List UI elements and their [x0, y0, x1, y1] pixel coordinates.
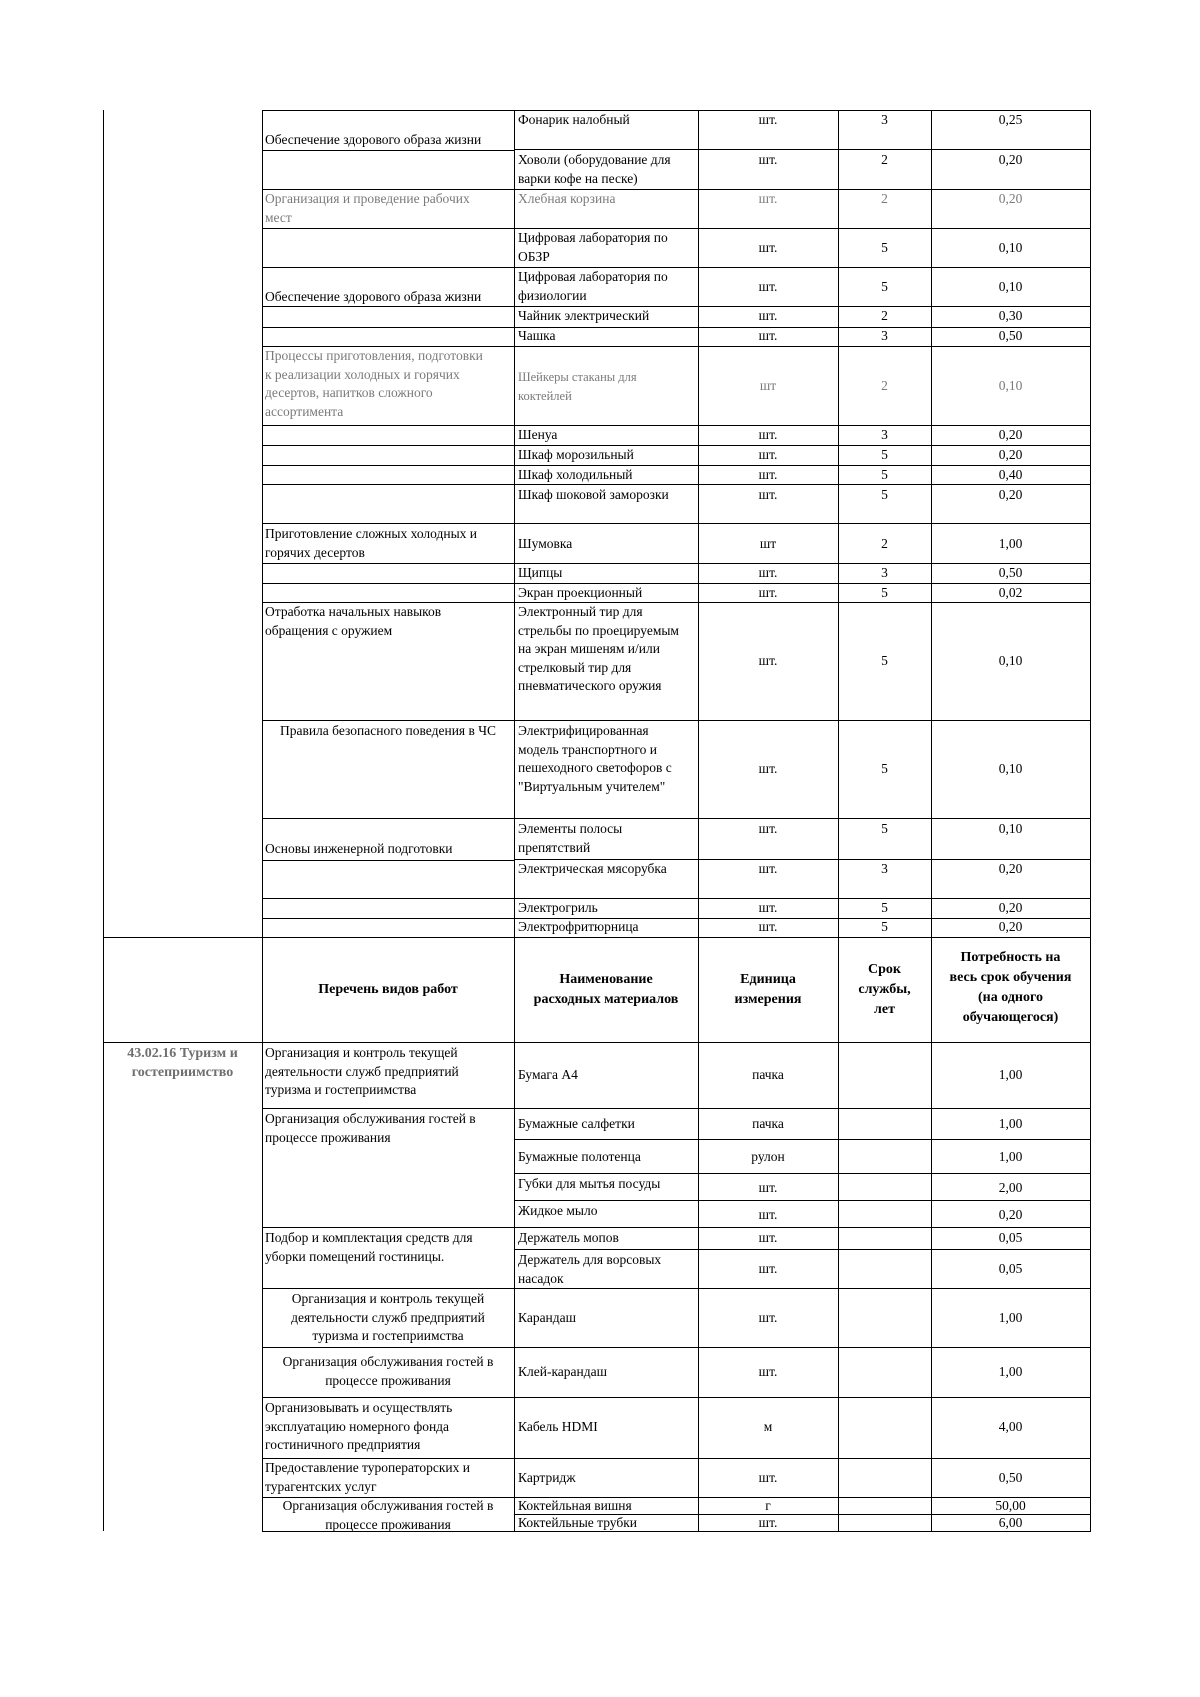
item-name: Шумовка — [518, 536, 573, 551]
item-name: Шкаф холодильный — [518, 467, 633, 482]
item-name: Бумага А4 — [518, 1067, 578, 1082]
header-works: Перечень видов работ — [318, 982, 458, 997]
life-cell: 3 — [881, 427, 888, 442]
item-name: Бумажные салфетки — [518, 1116, 635, 1131]
life-cell: 5 — [881, 900, 888, 915]
item-name: Щипцы — [518, 565, 563, 580]
need-cell: 0,20 — [998, 487, 1023, 502]
work-name: Правила безопасного поведения в ЧС — [279, 723, 497, 738]
need-cell: 0,50 — [998, 1470, 1023, 1485]
unit-cell: шт. — [758, 152, 778, 167]
need-cell: 1,00 — [998, 1067, 1023, 1082]
need-cell: 0,20 — [998, 447, 1023, 462]
unit-cell: шт. — [758, 861, 778, 876]
need-cell: 0,10 — [998, 378, 1023, 393]
item-name: Шкаф морозильный — [518, 447, 634, 462]
item-name: Держатель для ворсовых насадок — [518, 1252, 662, 1286]
item-name: Коктейльная вишня — [518, 1498, 632, 1513]
life-cell: 5 — [881, 487, 888, 502]
need-cell: 0,10 — [998, 821, 1023, 836]
item-name: Экран проекционный — [518, 585, 643, 600]
work-name: Приготовление сложных холодных и горячих десертов — [265, 526, 478, 560]
need-cell: 0,10 — [998, 279, 1023, 294]
life-cell: 5 — [881, 467, 888, 482]
item-name: Шкаф шоковой заморозки — [518, 487, 669, 502]
life-cell: 5 — [881, 761, 888, 776]
work-name: Организация обслуживания гостей в процессе проживания — [265, 1111, 476, 1145]
section-title: 43.02.16 Туризм и гостеприимство — [127, 1046, 238, 1080]
work-name: Организация и контроль текущей деятельности служб предприятий туризма и гостеприимства — [265, 1045, 459, 1097]
unit-cell: шт. — [758, 919, 778, 934]
life-cell: 5 — [881, 919, 888, 934]
item-name: Чайник электрический — [518, 308, 650, 323]
need-cell: 0,20 — [998, 152, 1023, 167]
item-name: Цифровая лаборатория по ОБЗР — [518, 230, 668, 264]
need-cell: 4,00 — [998, 1419, 1023, 1434]
need-cell: 0,25 — [998, 112, 1023, 127]
life-cell: 5 — [881, 653, 888, 668]
unit-cell: шт. — [758, 821, 778, 836]
unit-cell: шт. — [758, 427, 778, 442]
unit-cell: шт. — [758, 585, 778, 600]
unit-cell: рулон — [751, 1149, 785, 1164]
need-cell: 1,00 — [998, 1116, 1023, 1131]
need-cell: 0,10 — [998, 653, 1023, 668]
life-cell: 5 — [881, 279, 888, 294]
need-cell: 0,50 — [998, 328, 1023, 343]
item-name: Коктейльные трубки — [518, 1515, 637, 1530]
header-life: Срок службы, лет — [858, 962, 911, 1017]
need-cell: 0,50 — [998, 565, 1023, 580]
item-name: Шейкеры стаканы для коктейлей — [518, 370, 637, 403]
work-name: Процессы приготовления, подготовки к реализации холодных и горячих десертов, напитков сложного ассортимента — [265, 348, 483, 419]
need-cell: 2,00 — [998, 1180, 1023, 1195]
unit-cell: шт. — [758, 900, 778, 915]
unit-cell: пачка — [752, 1067, 784, 1082]
header-unit: Единица измерения — [734, 972, 802, 1007]
item-name: Губки для мытья посуды — [518, 1176, 661, 1191]
unit-cell: шт. — [758, 1261, 778, 1276]
unit-cell: шт. — [758, 653, 778, 668]
need-cell: 0,10 — [998, 761, 1023, 776]
item-name: Клей-карандаш — [518, 1364, 608, 1379]
life-cell: 2 — [881, 308, 888, 323]
life-cell: 3 — [881, 328, 888, 343]
life-cell: 2 — [881, 152, 888, 167]
work-name: Организация обслуживания гостей в процессе проживания — [282, 1498, 494, 1532]
item-name: Хлебная корзина — [518, 191, 616, 206]
unit-cell: шт — [759, 536, 777, 551]
item-name: Фонарик налобный — [518, 112, 630, 127]
life-cell: 5 — [881, 240, 888, 255]
need-cell: 0,40 — [998, 467, 1023, 482]
work-name: Организация обслуживания гостей в процессе проживания — [282, 1354, 494, 1388]
life-cell: 3 — [881, 565, 888, 580]
item-name: Электрическая мясорубка — [518, 861, 667, 876]
work-name: Подбор и комплектация средств для уборки помещений гостиницы. — [265, 1230, 473, 1264]
unit-cell: шт. — [758, 112, 778, 127]
life-cell: 5 — [881, 447, 888, 462]
life-cell: 3 — [881, 112, 888, 127]
header-materials: Наименование расходных материалов — [533, 972, 679, 1007]
item-name: Карандаш — [518, 1310, 577, 1325]
life-cell: 2 — [881, 191, 888, 206]
work-name: Организовывать и осуществлять эксплуатацию номерного фонда гостиничного предприятия — [265, 1400, 453, 1452]
item-name: Элементы полосы препятствий — [518, 821, 623, 855]
unit-cell: шт. — [758, 447, 778, 462]
unit-cell: шт. — [758, 1230, 778, 1245]
work-name: Организация и контроль текущей деятельности служб предприятий туризма и гостеприимства — [291, 1291, 485, 1343]
unit-cell: шт. — [758, 467, 778, 482]
work-name: Обеспечение здорового образа жизни — [265, 132, 482, 147]
unit-cell: шт. — [758, 191, 778, 206]
life-cell: 3 — [881, 861, 888, 876]
life-cell: 5 — [881, 585, 888, 600]
unit-cell: м — [763, 1419, 773, 1434]
unit-cell: шт. — [758, 240, 778, 255]
need-cell: 0,10 — [998, 240, 1023, 255]
unit-cell: шт. — [758, 1310, 778, 1325]
unit-cell: шт. — [758, 1364, 778, 1379]
unit-cell: шт. — [758, 328, 778, 343]
work-name: Основы инженерной подготовки — [265, 841, 453, 856]
need-cell: 1,00 — [998, 1149, 1023, 1164]
item-name: Бумажные полотенца — [518, 1149, 641, 1164]
unit-cell: шт. — [758, 1515, 778, 1530]
work-name: Отработка начальных навыков обращения с оружием — [265, 604, 442, 638]
item-name: Чашка — [518, 328, 556, 343]
item-name: Электрифицированная модель транспортного и пешеходного светофоров с "Виртуальным учителем" — [518, 723, 672, 794]
need-cell: 0,05 — [998, 1230, 1023, 1245]
work-name: Организация и проведение рабочих мест — [265, 191, 470, 225]
need-cell: 0,20 — [998, 427, 1023, 442]
need-cell: 6,00 — [998, 1515, 1023, 1530]
need-cell: 0,02 — [998, 585, 1023, 600]
unit-cell: шт. — [758, 761, 778, 776]
item-name: Электрогриль — [518, 900, 598, 915]
unit-cell: шт. — [758, 1180, 778, 1195]
item-name: Кабель HDMI — [518, 1419, 598, 1434]
life-cell: 2 — [881, 378, 888, 393]
need-cell: 0,20 — [998, 900, 1023, 915]
work-name: Предоставление туроператорских и турагентских услуг — [265, 1460, 470, 1494]
item-name: Цифровая лаборатория по физиологии — [518, 269, 668, 303]
need-cell: 0,20 — [998, 1207, 1023, 1222]
item-name: Шенуа — [518, 427, 558, 442]
work-name: Обеспечение здорового образа жизни — [265, 289, 482, 304]
item-name: Электрофритюрница — [518, 919, 639, 934]
header-need: Потребность на весь срок обучения (на одного обучающегося) — [949, 950, 1072, 1025]
need-cell: 1,00 — [998, 1310, 1023, 1325]
unit-cell: шт. — [758, 487, 778, 502]
need-cell: 1,00 — [998, 1364, 1023, 1379]
unit-cell: пачка — [752, 1116, 784, 1131]
item-name: Картридж — [518, 1470, 576, 1485]
item-name: Электронный тир для стрельбы по проецируемым на экран мишеням и/или стрелковый тир для пневматического оружия — [518, 604, 679, 693]
item-name: Жидкое мыло — [518, 1203, 598, 1218]
item-name: Ховоли (оборудование для варки кофе на песке) — [518, 152, 671, 186]
need-cell: 0,05 — [998, 1261, 1023, 1276]
item-name: Держатель мопов — [518, 1230, 619, 1245]
need-cell: 1,00 — [998, 536, 1023, 551]
life-cell: 2 — [881, 536, 888, 551]
need-cell: 0,20 — [998, 919, 1023, 934]
unit-cell: шт. — [758, 308, 778, 323]
unit-cell: шт. — [758, 1470, 778, 1485]
unit-cell: шт. — [758, 1207, 778, 1222]
unit-cell: шт — [759, 378, 777, 393]
unit-cell: г — [765, 1498, 771, 1513]
unit-cell: шт. — [758, 279, 778, 294]
need-cell: 0,30 — [998, 308, 1023, 323]
need-cell: 0,20 — [998, 191, 1023, 206]
unit-cell: шт. — [758, 565, 778, 580]
life-cell: 5 — [881, 821, 888, 836]
need-cell: 50,00 — [995, 1498, 1026, 1513]
need-cell: 0,20 — [998, 861, 1023, 876]
